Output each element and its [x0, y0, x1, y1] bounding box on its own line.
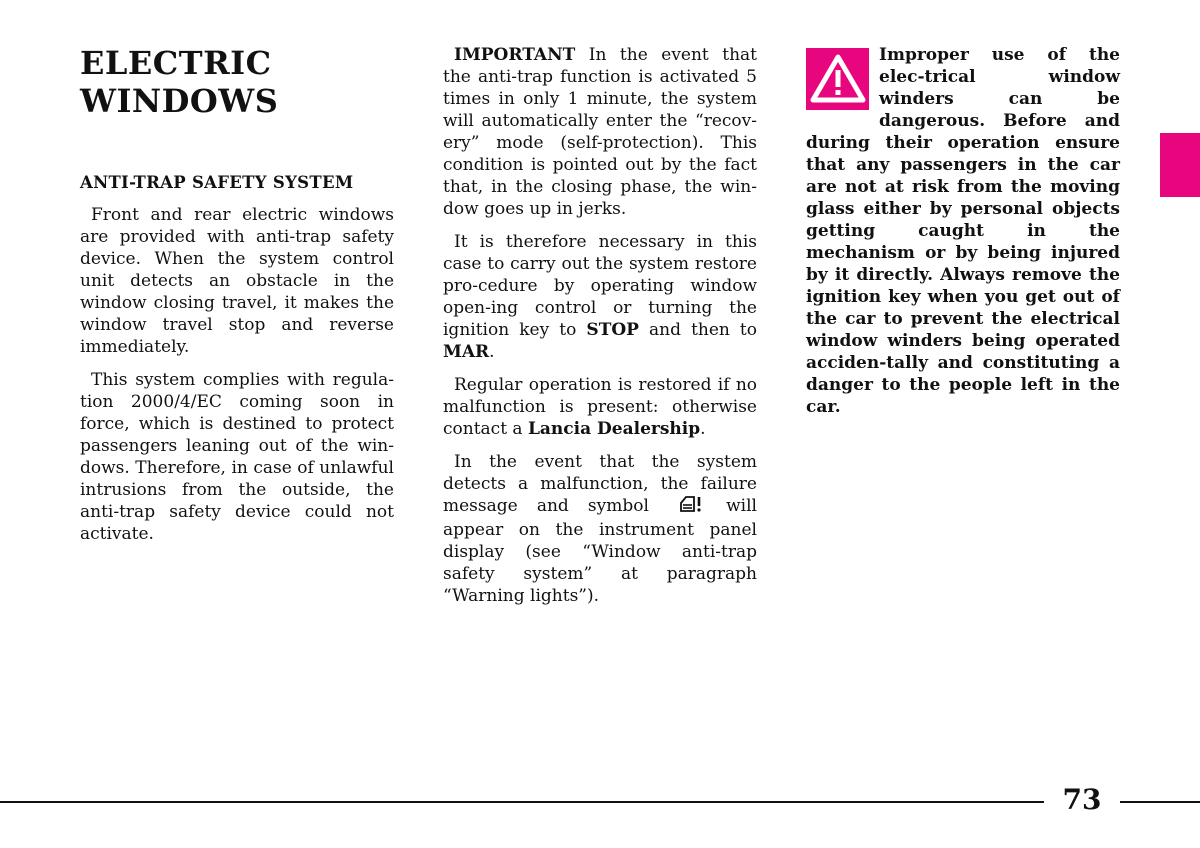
malfunction-paragraph: [443, 451, 757, 607]
window-anti-trap-symbol-icon: [668, 495, 707, 519]
footer-rule-left: [0, 801, 1044, 803]
stop-key-label: STOP: [586, 320, 639, 340]
malfunction-text: In the event that the system detects a malfunction, the failure message and symbol: [443, 452, 757, 516]
restore-text-mid: and then to: [638, 320, 757, 340]
middle-column: [443, 44, 757, 618]
warning-triangle-icon: [806, 48, 869, 110]
regulation-paragraph: This system complies with regula-tion 2000/4/EC coming soon in force, which is destined to protect passengers leaning out of the win-dows. Therefore, in case of unlawful intrusions from the outside, the anti-trap safety device could not activate.: [80, 370, 394, 544]
dealer-name: Lancia Dealership: [527, 419, 701, 439]
subsection-title: ANTI-TRAP SAFETY SYSTEM: [80, 173, 354, 192]
restore-text-end: .: [489, 342, 495, 362]
left-column: [80, 44, 394, 556]
dealer-text-end: .: [700, 419, 706, 439]
section-title-line-2: WINDOWS: [80, 82, 279, 120]
section-tab-marker: [1160, 133, 1200, 197]
restore-text: It is therefore necessary in this case to carry out the system restore pro-cedure by operating window open-ing control or turning the ignition key to: [443, 232, 757, 340]
important-paragraph: [443, 44, 757, 220]
mar-key-label: MAR: [443, 342, 490, 362]
warning-text: Improper use of the elec-trical window winders can be dangerous. Before and during their operation ensure that any passengers in the car are not at risk from the moving glass either by personal objects getting caught in the mechanism or by being injured by it directly. Always remove the ignition key when you get out of the car to prevent the electrical window winders being operated acciden-tally and constituting a danger to the people left in the car.: [806, 45, 1120, 417]
section-title: [80, 44, 394, 120]
section-title-line-1: ELECTRIC: [80, 44, 272, 82]
important-label: IMPORTANT: [454, 45, 576, 65]
restore-paragraph: [443, 231, 757, 363]
dealer-paragraph: [443, 374, 757, 440]
anti-trap-description: Front and rear electric windows are provided with anti-trap safety device. When the system control unit detects an obstacle in the window closing travel, it makes the window travel stop and reverse immediately.: [80, 205, 394, 357]
dealer-text: Regular operation is restored if no malfunction is present: otherwise contact a: [443, 375, 757, 439]
warning-box: [806, 44, 1120, 418]
malfunction-text-end: will appear on the instrument panel display (see “Window anti-trap safety system” at paragraph “Warning lights”).: [443, 496, 757, 606]
footer-rule-right: [1120, 801, 1200, 803]
page-number: 73: [1062, 783, 1102, 816]
important-text: In the event that the anti-trap function is activated 5 times in only 1 minute, the system will automatically enter the “recov-ery” mode (self-protection). This condition is pointed out by the fact that, in the closing phase, the win-dow goes up in jerks.: [443, 45, 757, 219]
